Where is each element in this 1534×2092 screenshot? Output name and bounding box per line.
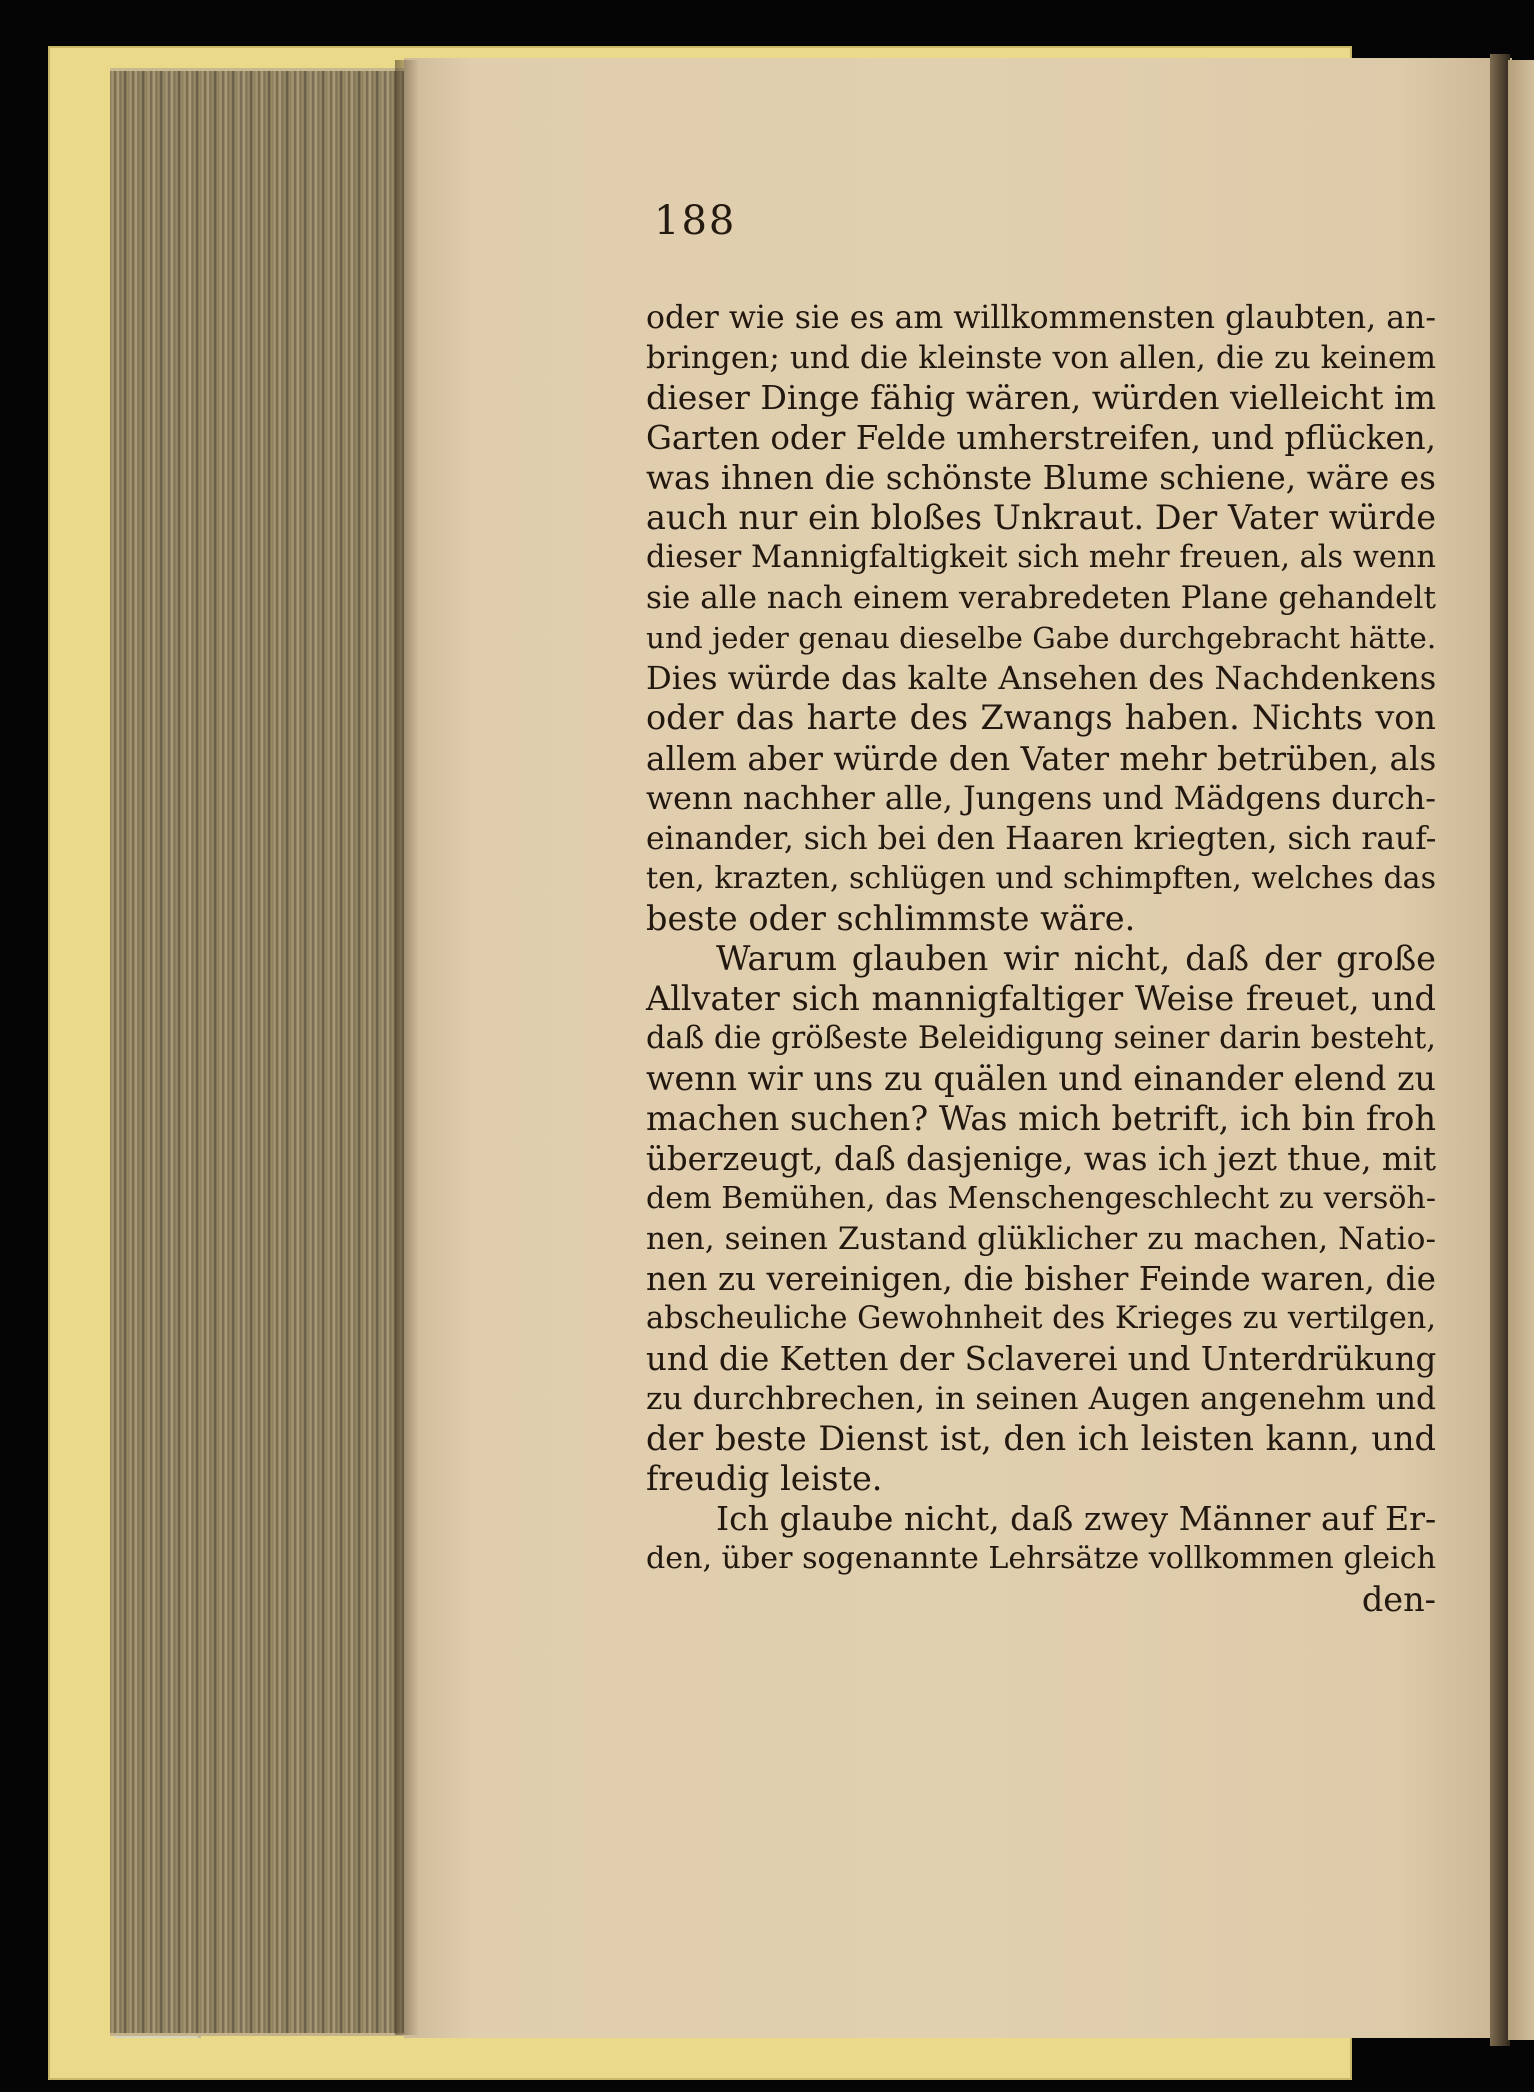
- text-line: Allvater sich mannigfaltiger Weise freuet, und: [646, 978, 1436, 1018]
- facing-page-edge: [1508, 60, 1534, 2040]
- text-line: auch nur ein bloßes Unkraut. Der Vater würde: [646, 498, 1436, 538]
- page-edges-stack: [110, 68, 415, 2036]
- text-line: einander, sich bei den Haaren kriegten, sich rauf-: [646, 820, 1437, 857]
- text-line: daß die größeste Beleidigung seiner darin besteht,: [646, 1020, 1436, 1056]
- text-line: Dies würde das kalte Ansehen des Nachdenkens: [646, 659, 1437, 698]
- text-line: überzeugt, daß dasjenige, was ich jezt thue, mit: [646, 1139, 1436, 1178]
- text-line: Ich glaube nicht, daß zwey Männer auf Er-: [716, 1499, 1437, 1539]
- text-line: ten, krazten, schlügen und schimpften, welches das: [646, 860, 1436, 896]
- text-line: wenn wir uns zu quälen und einander elend zu: [646, 1058, 1436, 1098]
- body-text: [646, 298, 1436, 1620]
- text-line: abscheuliche Gewohnheit des Krieges zu vertilgen,: [646, 1301, 1436, 1337]
- text-line: freudig leiste.: [646, 1459, 883, 1499]
- book-gutter: [1490, 54, 1510, 2046]
- text-line: Garten oder Felde umherstreifen, und pflücken,: [646, 419, 1436, 458]
- text-line: bringen; und die kleinste von allen, die zu keinem: [646, 340, 1436, 377]
- text-line: den, über sogenannte Lehrsätze vollkommen gleich: [646, 1541, 1436, 1577]
- catchword: den-: [1361, 1579, 1436, 1619]
- text-line: dieser Dinge fähig wären, würden vielleicht im: [646, 378, 1436, 418]
- text-line: dem Bemühen, das Menschengeschlecht zu versöh-: [646, 1181, 1436, 1217]
- text-line: nen zu vereinigen, die bisher Feinde waren, die: [646, 1260, 1436, 1299]
- text-line: nen, seinen Zustand glüklicher zu machen, Natio-: [646, 1221, 1436, 1258]
- text-line: dieser Mannigfaltigkeit sich mehr freuen, als wenn: [646, 540, 1436, 576]
- text-line: allem aber würde den Vater mehr betrüben, als: [646, 739, 1437, 778]
- text-line: machen suchen? Was mich betrift, ich bin froh: [646, 1098, 1436, 1138]
- text-line: oder das harte des Zwangs haben. Nichts von: [646, 698, 1436, 738]
- page-number: 188: [654, 198, 737, 244]
- text-line: oder wie sie es am willkommensten glaubten, an-: [646, 300, 1436, 336]
- page-edge-shadow: [395, 60, 419, 2035]
- text-line: zu durchbrechen, in seinen Augen angenehm und: [646, 1381, 1436, 1418]
- text-line: Warum glauben wir nicht, daß der große: [716, 938, 1436, 978]
- text-line: der beste Dienst ist, den ich leisten kann, und: [646, 1419, 1436, 1459]
- text-line: wenn nachher alle, Jungens und Mädgens durch-: [646, 780, 1437, 817]
- text-line: und jeder genau dieselbe Gabe durchgebracht hätte.: [646, 621, 1437, 656]
- text-line: und die Ketten der Sclaverei und Unterdrükung: [646, 1340, 1437, 1379]
- text-line: sie alle nach einem verabredeten Plane gehandelt: [646, 580, 1436, 617]
- text-line: was ihnen die schönste Blume schiene, wäre es: [646, 459, 1436, 498]
- text-line: beste oder schlimmste wäre.: [646, 898, 1136, 938]
